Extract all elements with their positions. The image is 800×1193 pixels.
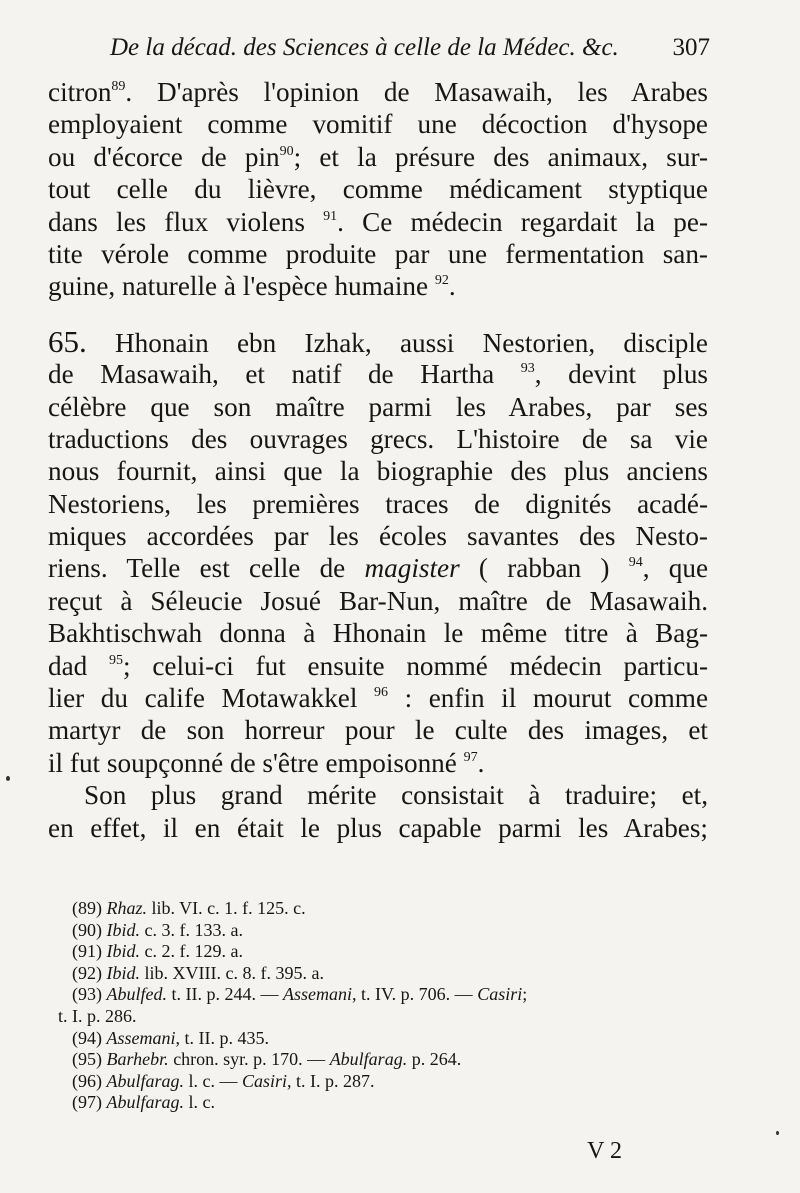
signature-mark: V 2	[587, 1138, 622, 1164]
footnote-90	[72, 920, 692, 942]
footnote-ref: 97	[463, 749, 478, 765]
footnote-ref: 89	[111, 79, 126, 94]
footnote-text: c. 2. f. 129. a.	[144, 941, 243, 962]
footnote-source: Assemani	[106, 1027, 176, 1048]
footnote-text: p. 264.	[411, 1049, 462, 1070]
text-run: ou d'écorce de pin	[48, 141, 280, 172]
text-line: célèbre que son maître parmi les Arabes, par ses	[48, 391, 708, 422]
footnote-94	[72, 1028, 692, 1050]
text-run: , que	[642, 553, 709, 584]
footnote-text: t. II. p. 244. —	[171, 984, 279, 1005]
footnote-89	[72, 898, 692, 920]
text-line: reçut à Séleucie Josué Bar-Nun, maître de Masawaih.	[48, 585, 708, 616]
footnotes	[58, 898, 692, 1114]
text-run: .	[477, 747, 485, 778]
text-run: de Masawaih, et natif de Hartha	[48, 359, 495, 390]
footnote-93-continued: t. I. p. 286.	[58, 1005, 137, 1026]
footnote-source: Barhebr.	[106, 1049, 169, 1070]
footnote-93	[72, 984, 692, 1006]
footnote-text: , t. I. p. 287.	[287, 1070, 375, 1091]
text-line	[48, 323, 708, 359]
footnote-number: (91)	[72, 941, 102, 962]
footnote-source: Abulfarag.	[106, 1092, 185, 1113]
text-line: nous fournit, ainsi que la biographie des plus anciens	[48, 456, 708, 487]
text-run: ; et la présure des animaux, sur-	[293, 141, 709, 172]
footnote-source: Ibid.	[106, 962, 140, 983]
footnote-ref: 95	[109, 652, 124, 668]
text-line: en effet, il en était le plus capable parmi les Arabes;	[48, 812, 708, 843]
text-run: .	[448, 271, 456, 302]
ink-speck	[6, 776, 10, 781]
text-run: . Ce médecin regardait la pe-	[337, 206, 709, 237]
text-run: citron	[48, 77, 112, 107]
text-line: martyr de son horreur pour le culte des images, et	[48, 715, 708, 746]
footnote-text: l. c.	[188, 1092, 216, 1113]
text-line: traductions des ouvrages grecs. L'histoire de sa vie	[48, 423, 708, 454]
text-line: Nestoriens, les premières traces de dignités acadé-	[48, 488, 708, 519]
footnote-number: (97)	[72, 1092, 102, 1113]
footnote-number: (89)	[72, 898, 102, 918]
footnote-source: Rhaz.	[106, 898, 147, 918]
text-line: Bakhtischwah donna à Hhonain le même titre à Bag-	[48, 618, 708, 649]
text-run: lier du calife Motawakkel	[48, 683, 358, 714]
text-line	[48, 682, 708, 714]
footnote-source: Assemani	[283, 984, 352, 1005]
footnote-ref: 92	[434, 273, 449, 289]
footnote-source: Abulfarag.	[106, 1070, 185, 1091]
text-line: tout celle du lièvre, comme médicament styptique	[48, 174, 708, 205]
footnote-number: (92)	[72, 962, 102, 983]
footnote-source: Abulfarag.	[329, 1049, 408, 1070]
paragraph-number: 65.	[48, 323, 87, 359]
text-line: Son plus grand mérite consistait à traduire; et,	[84, 780, 708, 811]
text-run: . D'après l'opinion de Masawaih, les Arabes	[125, 77, 708, 107]
footnote-number: (93)	[72, 984, 102, 1005]
footnote-number: (94)	[72, 1027, 102, 1048]
footnote-97	[72, 1092, 692, 1114]
page-number: 307	[672, 34, 710, 61]
text-line	[48, 76, 708, 108]
text-run: dad	[48, 650, 88, 681]
text-line: miques accordées par les écoles savantes des Nesto-	[48, 521, 708, 552]
footnote-source: Ibid.	[106, 919, 140, 940]
footnote-ref: 91	[323, 208, 338, 224]
footnote-source: Ibid.	[106, 941, 140, 962]
footnote-95	[72, 1049, 692, 1071]
footnote-text: lib. XVIII. c. 8. f. 395. a.	[144, 962, 324, 983]
footnote-ref: 90	[279, 143, 294, 159]
footnote-text: c. 3. f. 133. a.	[144, 919, 243, 940]
text-run: ( rabban )	[478, 553, 610, 584]
text-line: tite vérole comme produite par une fermentation san-	[48, 238, 708, 269]
text-line	[48, 650, 708, 682]
footnote-text: , t. IV. p. 706. —	[352, 984, 473, 1005]
text-run: Hhonain ebn Izhak, aussi Nestorien, disciple	[115, 327, 708, 358]
text-line	[48, 270, 708, 302]
text-line	[48, 747, 708, 779]
footnote-text: chron. syr. p. 170. —	[173, 1049, 326, 1070]
text-run: ; celui-ci fut ensuite nommé médecin particu-	[123, 650, 709, 681]
footnote-ref: 94	[628, 555, 643, 571]
running-header	[110, 34, 710, 66]
emphasis: magister	[364, 553, 460, 584]
footnote-text: lib. VI. c. 1. f. 125. c.	[151, 898, 306, 918]
text-line	[48, 206, 708, 238]
footnote-ref: 96	[374, 685, 389, 701]
footnote-number: (90)	[72, 919, 102, 940]
footnote-source: Abulfed.	[106, 984, 167, 1005]
footnote-source: Casiri	[477, 984, 523, 1005]
text-line	[48, 358, 708, 390]
footnote-text: , t. II. p. 435.	[175, 1027, 269, 1048]
text-line: employaient comme vomitif une décoction d'hysope	[48, 109, 708, 140]
text-run: : enfin il mourut comme	[404, 683, 709, 714]
ink-speck	[776, 1131, 779, 1135]
footnote-ref: 93	[520, 361, 535, 377]
text-line	[48, 141, 708, 173]
text-run: riens. Telle est celle de	[48, 553, 346, 584]
text-run: dans les flux violens	[48, 206, 305, 237]
footnote-number: (96)	[72, 1070, 102, 1091]
footnote-text: l. c. —	[188, 1070, 238, 1091]
main-text	[48, 76, 708, 844]
footnote-number: (95)	[72, 1049, 102, 1070]
footnote-96	[72, 1071, 692, 1093]
text-line	[48, 552, 708, 584]
footnote-91	[72, 941, 692, 963]
running-title: De la décad. des Sciences à celle de la Médec. &c.	[110, 34, 619, 61]
text-run: guine, naturelle à l'espèce humaine	[48, 271, 429, 302]
footnote-92	[72, 963, 692, 985]
text-run: , devint plus	[534, 359, 708, 390]
text-run: il fut soupçonné de s'être empoisonné	[48, 747, 457, 778]
footnote-source: Casiri	[242, 1070, 288, 1091]
footnote-text: ;	[522, 984, 528, 1005]
